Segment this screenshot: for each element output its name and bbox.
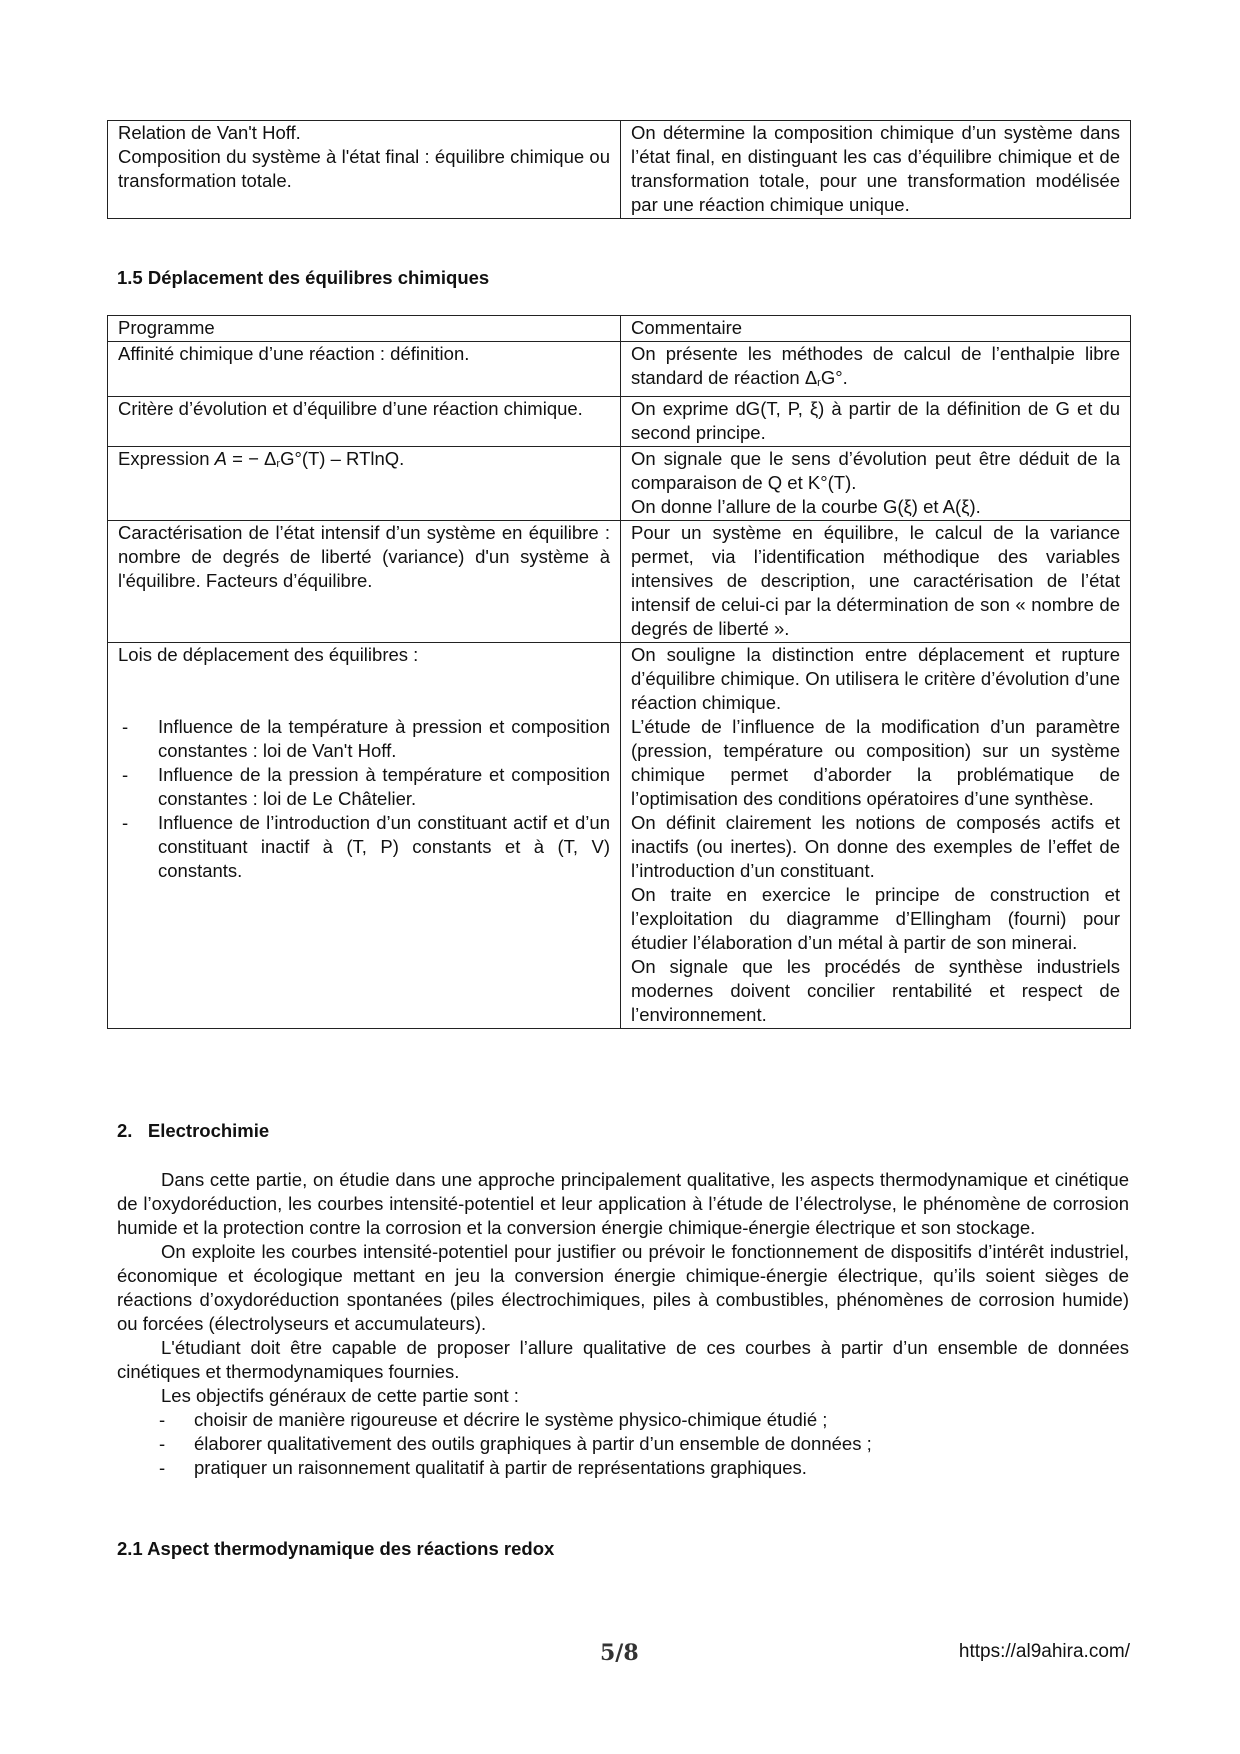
section-2-body xyxy=(117,1168,1129,1480)
list-item: - Influence de la pression à température et composition constantes : loi de Le Châtelier. xyxy=(118,763,610,811)
programme-table xyxy=(107,315,1131,1029)
section-heading-1-5: 1.5 Déplacement des équilibres chimiques xyxy=(117,267,490,288)
table-row xyxy=(108,643,1131,1029)
cell-text: Composition du système à l'état final : équilibre chimique ou transformation totale. xyxy=(118,146,610,191)
footer-url-link[interactable]: https://al9ahira.com/ xyxy=(958,1641,1130,1662)
table-cell-left: Lois de déplacement des équilibres : - Influence de la température à pression et composition constantes : loi de Van't Hoff. - Influence de la pression à température et composition constantes : loi de Le Châtelier. - Influence de l’introduction d’un constituant actif et d’un constituant inactif à (T, P) constants et à (T, V) constants. xyxy=(108,643,621,1029)
table-cell-right: On signale que le sens d’évolution peut être déduit de la comparaison de Q et K°(T). On donne l’allure de la courbe G(ξ) et A(ξ). xyxy=(621,447,1131,521)
objectives-intro: Les objectifs généraux de cette partie sont : xyxy=(161,1385,519,1406)
list-item: - Influence de la température à pression et composition constantes : loi de Van't Hoff. xyxy=(118,715,610,763)
table-cell-left: Expression A = − $\Delta_rG^\circ(T)$ – RTlnQ. xyxy=(108,447,621,521)
table-cell-right: On présente les méthodes de calcul de l’enthalpie libre standard de réaction $\Delta_rG^\circ$. xyxy=(621,342,1131,397)
cell-text: On détermine la composition chimique d’un système dans l’état final, en distinguant les cas d’équilibre chimique et de transformation totale, pour une transformation modélisée par une réaction chimique unique. xyxy=(631,122,1120,215)
paragraph: L'étudiant doit être capable de proposer l’allure qualitative de ces courbes à partir d’un ensemble de données cinétiques et thermodynamiques fournies. xyxy=(117,1337,1129,1382)
objectives-list xyxy=(117,1408,1129,1480)
column-header-programme: Programme xyxy=(108,316,621,342)
table-row xyxy=(108,521,1131,643)
list-item: - Influence de l’introduction d’un constituant actif et d’un constituant inactif à (T, P) constants et à (T, V) constants. xyxy=(118,811,610,883)
list-item: - élaborer qualitativement des outils graphiques à partir d’un ensemble de données ; xyxy=(117,1432,1129,1456)
section-heading-2-1: 2.1 Aspect thermodynamique des réactions redox xyxy=(117,1538,555,1559)
top-table xyxy=(107,120,1131,219)
table-cell-left: Affinité chimique d’une réaction : définition. xyxy=(108,342,621,397)
table-cell-right xyxy=(621,121,1131,219)
table-cell-right: On souligne la distinction entre déplacement et rupture d’équilibre chimique. On utilisera le critère d’évolution d’une réaction chimique. L’étude de l’influence de la modification d’un paramètre (pression, température ou composition) sur un système chimique permet d’aborder la problématique de l’optimisation des conditions opératoires d’une synthèse. On définit clairement les notions de composés actifs et inactifs (ou inertes). On donne des exemples de l’effet de l’introduction d’un constituant. On traite en exercice le principe de construction et l’exploitation du diagramme d’Ellingham (fourni) pour étudier l’élaboration d’un métal à partir de son minerai. On signale que les procédés de synthèse industriels modernes doivent concilier rentabilité et respect de l’environnement. xyxy=(621,643,1131,1029)
cell-text: Relation de Van't Hoff. xyxy=(118,122,301,143)
table-row xyxy=(108,397,1131,447)
paragraph: On exploite les courbes intensité-potentiel pour justifier ou prévoir le fonctionnement de dispositifs d’intérêt industriel, économique et écologique mettant en jeu la conversion énergie chimique-énergie électrique, qu’ils soient sièges de réactions d’oxydoréduction spontanées (piles électrochimiques, piles à combustibles, phénomènes de corrosion humide) ou forcées (électrolyseurs et accumulateurs). xyxy=(117,1241,1129,1334)
list-item: - pratiquer un raisonnement qualitatif à partir de représentations graphiques. xyxy=(117,1456,1129,1480)
table-cell-right: On exprime dG(T, P, ξ) à partir de la définition de G et du second principe. xyxy=(621,397,1131,447)
table-row xyxy=(108,121,1131,219)
table-header-row xyxy=(108,316,1131,342)
paragraph: Dans cette partie, on étudie dans une approche principalement qualitative, les aspects thermodynamique et cinétique de l’oxydoréduction, les courbes intensité-potentiel et leur application à l’étude de l’électrolyse, le phénomène de corrosion humide et la protection contre la corrosion et la conversion énergie chimique-énergie électrique et son stockage. xyxy=(117,1169,1129,1238)
table-cell-left xyxy=(108,121,621,219)
table-cell-left: Critère d’évolution et d’équilibre d’une réaction chimique. xyxy=(108,397,621,447)
laws-list xyxy=(118,715,610,883)
section-heading-2: 2. Electrochimie xyxy=(117,1120,270,1141)
table-cell-right: Pour un système en équilibre, le calcul de la variance permet, via l’identification méthodique des variables intensives de description, une caractérisation de l’état intensif de celui-ci par la détermination de son « nombre de degrés de liberté ». xyxy=(621,521,1131,643)
list-item: - choisir de manière rigoureuse et décrire le système physico-chimique étudié ; xyxy=(117,1408,1129,1432)
table-row xyxy=(108,447,1131,521)
table-cell-left: Caractérisation de l’état intensif d’un système en équilibre : nombre de degrés de liberté (variance) d'un système à l'équilibre. Facteurs d’équilibre. xyxy=(108,521,621,643)
page-number: 5/8 xyxy=(600,1640,639,1666)
column-header-commentaire: Commentaire xyxy=(621,316,1131,342)
table-row xyxy=(108,342,1131,397)
